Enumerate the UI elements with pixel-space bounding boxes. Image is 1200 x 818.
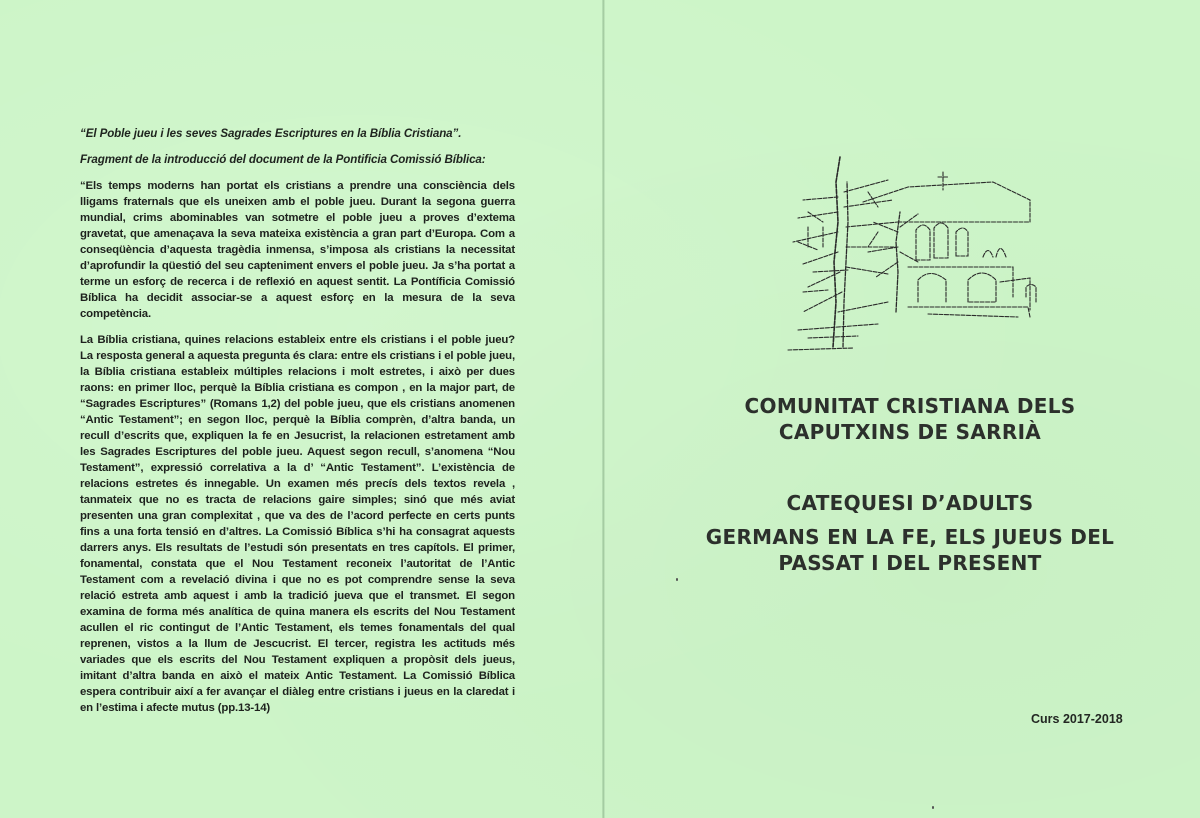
organization-title bbox=[640, 393, 1180, 445]
organization-title-line-1: COMUNITAT CRISTIANA DELS bbox=[744, 394, 1076, 418]
paragraph-intro: “Els temps moderns han portat els cristians a prendre una consciència dels lligams fraternals que els uneixen amb el poble jueu. Durant la segona guerra mundial, crims abominables van sotmetre el poble jueu a proves d’extema gravetat, que amenaçava la seva mateixa existència a gran part d’Europa. Com a conseqüència d’aquesta tragèdia inmensa, s’imposa als cristians la necessitat d’aprofundir la qüestió del seu capteniment envers el poble jueu. Ja s’ha portat a terme un esforç de recerca i de reflexió en aquest sentit. La Pontíficia Comissió Bíblica ha decidit associar-se a aquest esforç en la mesura de la seva competència. bbox=[80, 180, 515, 320]
fold-line bbox=[602, 0, 605, 818]
right-panel bbox=[640, 0, 1180, 818]
left-panel bbox=[80, 126, 515, 726]
course-subtitle-line-1: GERMANS EN LA FE, ELS JUEUS DEL bbox=[705, 525, 1115, 549]
course-subtitle-line-2: PASSAT I DEL PRESENT bbox=[778, 551, 1042, 575]
course-title: CATEQUESI D’ADULTS bbox=[786, 491, 1034, 515]
scan-speck bbox=[932, 806, 934, 809]
scan-speck bbox=[676, 578, 678, 581]
document-title: “El Poble jueu i les seves Sagrades Escriptures en la Bíblia Cristiana”. bbox=[80, 127, 462, 140]
church-sketch-icon bbox=[768, 152, 1068, 357]
organization-title-line-2: CAPUTXINS DE SARRIÀ bbox=[778, 420, 1042, 444]
course-year: Curs 2017-2018 bbox=[1031, 712, 1123, 726]
document-subtitle: Fragment de la introducció del document de la Pontificia Comissió Bíblica: bbox=[80, 153, 486, 166]
paragraph-bible-relations: La Bíblia cristiana, quines relacions estableix entre els cristians i el poble jueu? La resposta general a aquesta pregunta és clara: entre els cristians i el poble jueu, la Bíblia cristiana estableix múltiples relacions i molt estretes, i això per dues raons: en primer lloc, perquè la Bíblia cristiana es compon , en la major part, de “Sagrades Escriptures” (Romans 1,2) del poble jueu, que els cristians anomenen “Antic Testament”; en segon lloc, perquè la Bíblia comprèn, d’altra banda, un recull d’escrits que, expliquen la fe en Jesucrist, la relacionen estretament amb les Sagrades Escriptures del poble jueu. Aquest segon recull, s’anomena “Nou Testament”, expressió correlativa a la d’ “Antic Testament”. L’existència de relacions estretes és innegable. Un examen més precís dels textos revela , tanmateix que no es tracta de relacions gaire simples; sinó que més aviat presenten una gran complexitat , que va des de l’acord perfecte en certs punts fins a una forta tensió en d’altres. La Comissió Bíblica s’hi ha consagrat aquests darrers anys. Els resultats de l’estudi són presentats en tres capítols. El primer, fonamental, constata que el Nou Testament reconeix l’autoritat de l’Antic Testament com a revelació divina i que no es pot comprendre sense la seva relació estreta amb aquest i amb la tradició jueva que el transmet. El segon examina de forma més analítica de quina manera els escrits del Nou Testament acullen el ric contingut de l’Antic Testament, els temes fonamentals del qual reprenen, vistos a la llum de Jescucrist. El tercer, registra les actituds més variades que els escrits del Nou Testament expliquen a propòsit dels jueus, imitant d’altra banda en això el mateix Antic Testament. La Comissió Bíblica espera contribuir així a fer avançar el diàleg entre cristians i jueus en la claredat i en l’estima i afecte mutus (pp.13-14) bbox=[80, 334, 515, 714]
course-subtitle bbox=[640, 524, 1180, 576]
